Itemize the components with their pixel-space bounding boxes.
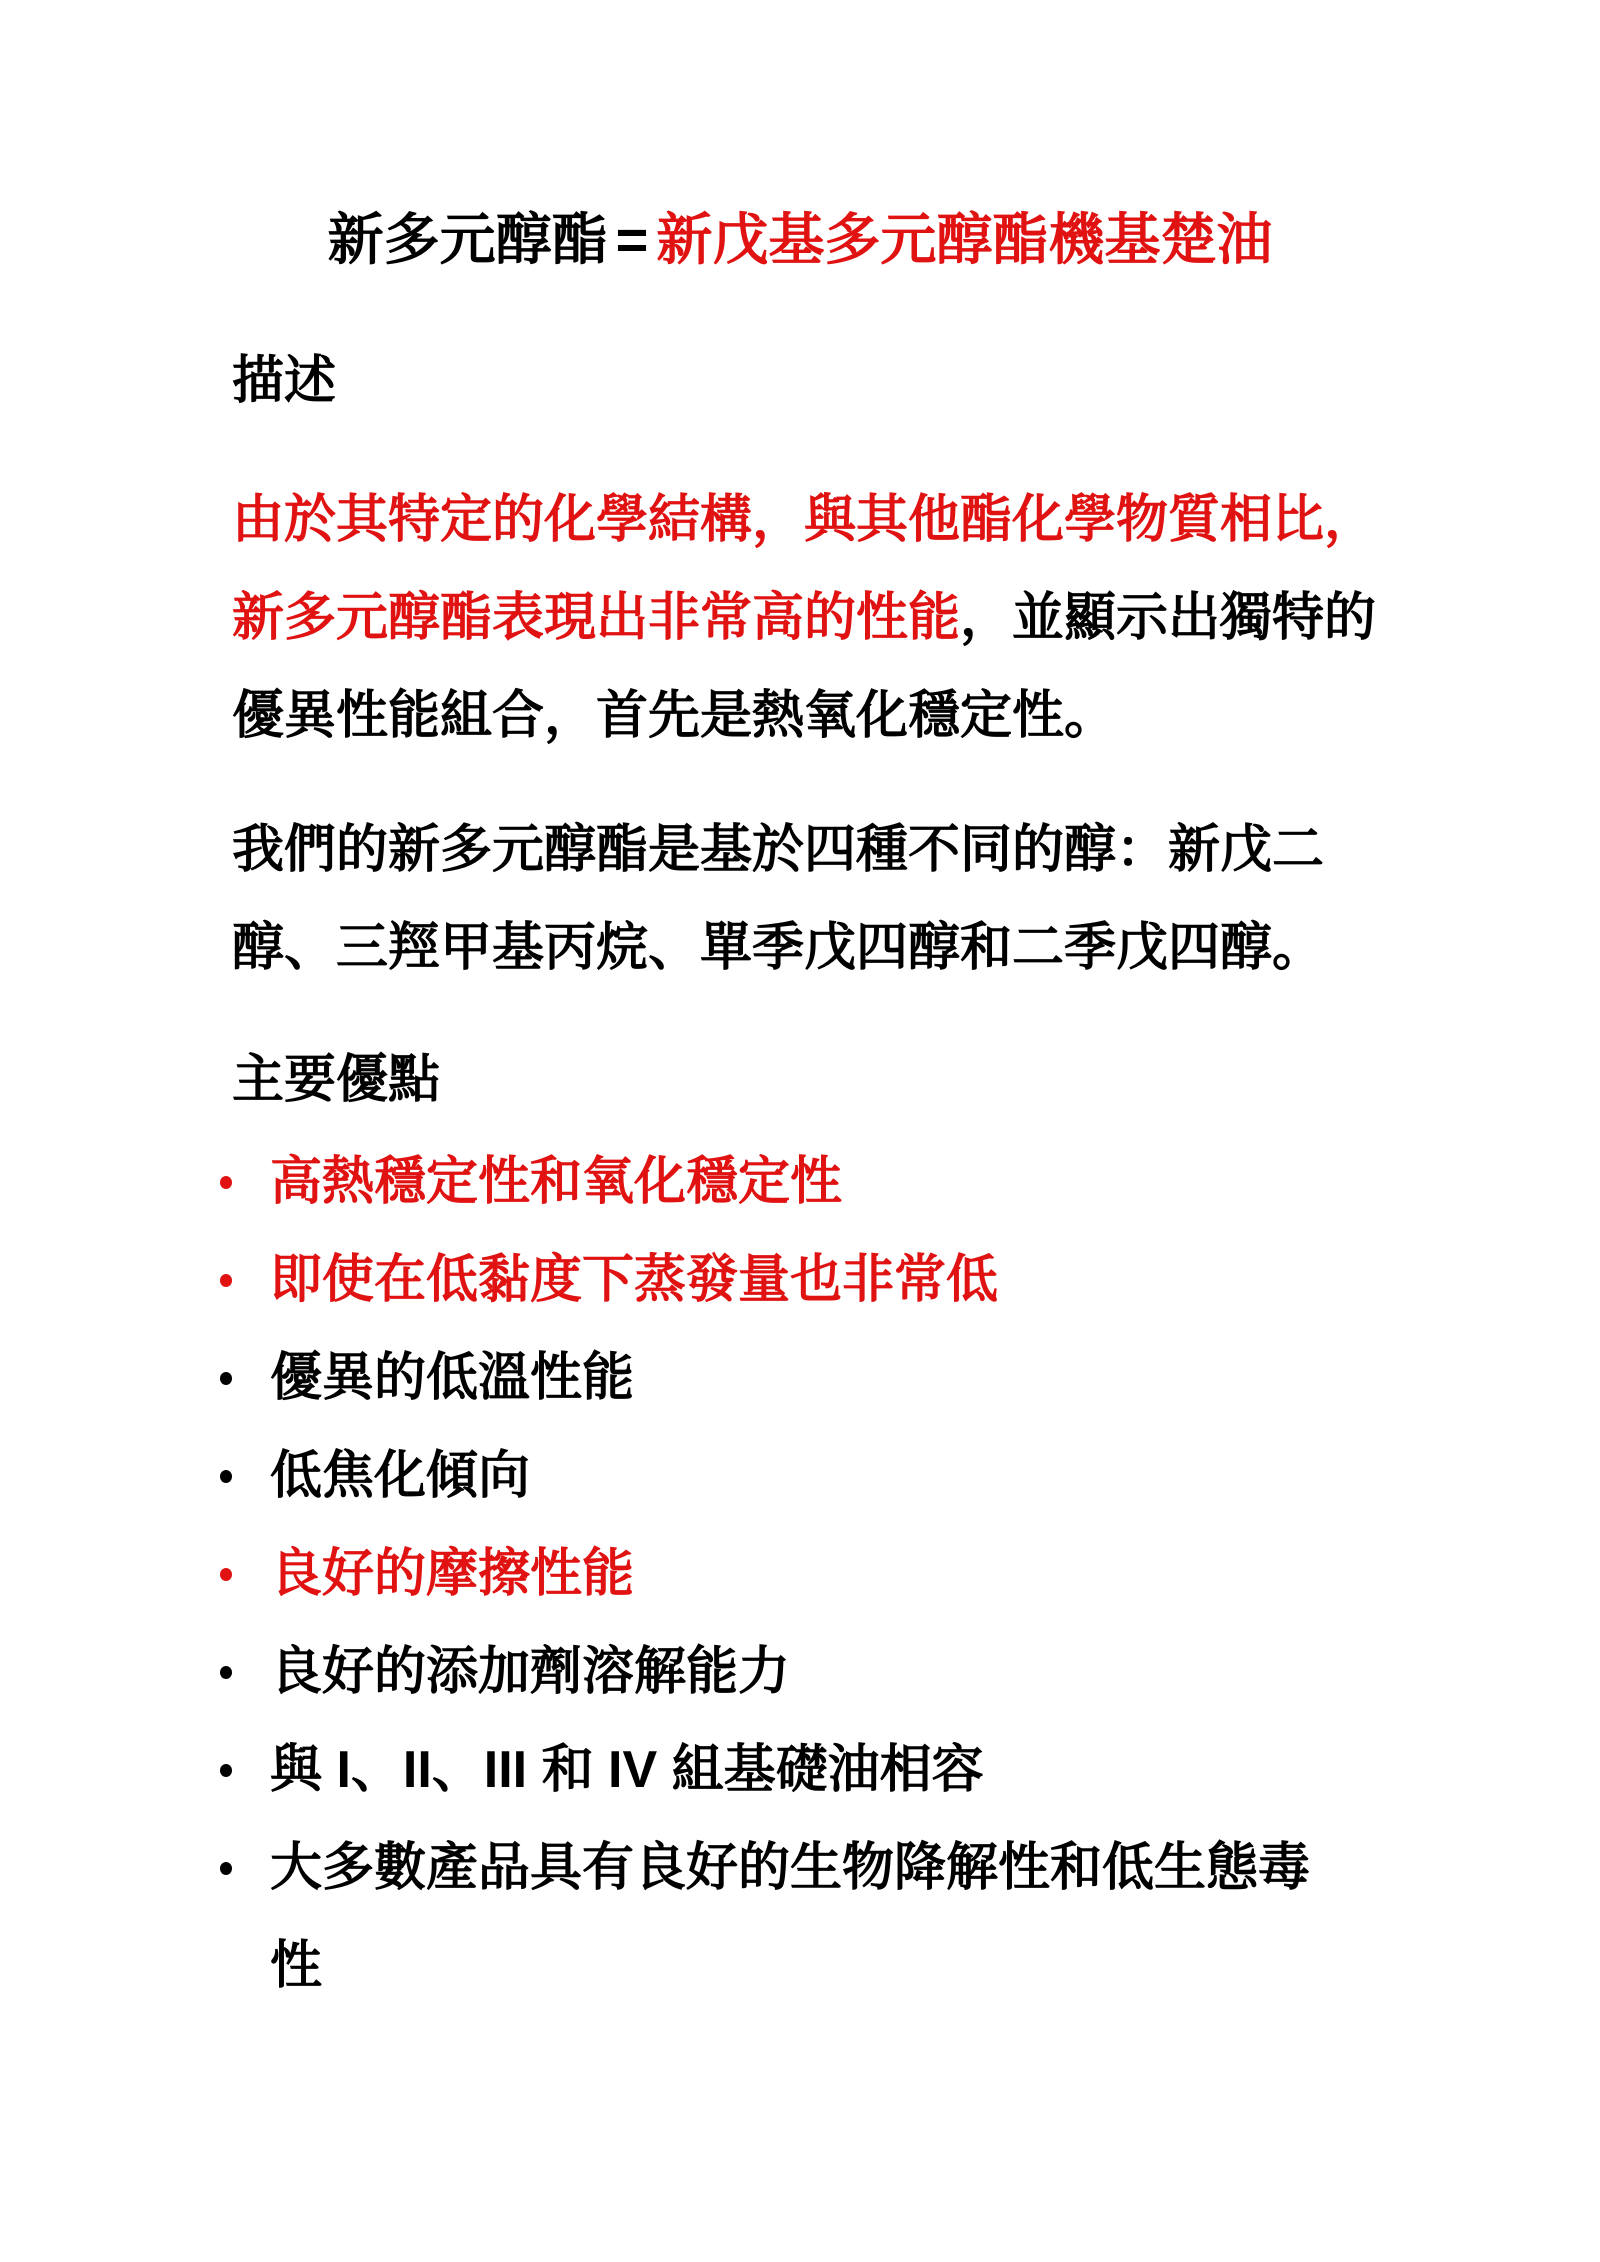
description-paragraph-2: 我們的新多元醇酯是基於四種不同的醇：新戊二醇、三羥甲基丙烷、單季戊四醇和二季戊四醇。 (232, 820, 1325, 977)
bullet-dot-icon (220, 1568, 232, 1581)
list-item (218, 1525, 1380, 1623)
bullet-dot-icon (220, 1274, 232, 1287)
list-item-text: 低焦化傾向 (270, 1447, 531, 1506)
list-item-text: 與 I、II、III 和 IV 組基礎油相容 (270, 1741, 984, 1800)
description-paragraph-1 (232, 471, 1380, 765)
bullet-dot-icon (220, 1764, 232, 1777)
paragraph1-black-text: ，並顯示出獨特的優異性能組合，首先是熱氧化穩定性。 (232, 588, 1377, 745)
list-item (218, 1329, 1380, 1427)
list-item-text: 大多數產品具有良好的生物降解性和低生態毒性 (270, 1839, 1311, 1996)
description-heading: 描述 (232, 352, 337, 411)
title-black-segment: 新多元醇酯 (327, 208, 608, 271)
list-item (218, 1427, 1380, 1525)
list-item (218, 1133, 1380, 1231)
document-body (232, 350, 1380, 2015)
list-item (218, 1819, 1380, 2015)
bullet-dot-icon (220, 1372, 232, 1385)
list-item-text: 優異的低溫性能 (270, 1349, 635, 1408)
paragraph1-red-text: 由於其特定的化學結構，與其他酯化學物質相比，新多元醇酯表現出非常高的性能 (232, 490, 1377, 647)
title-equals-sign: = (615, 208, 649, 271)
list-item (218, 1623, 1380, 1721)
list-item (218, 1721, 1380, 1819)
bullet-dot-icon (220, 1862, 232, 1875)
title-red-segment: 新戊基多元醇酯機基楚油 (656, 208, 1273, 271)
bullet-dot-icon (220, 1470, 232, 1483)
list-item-text: 良好的添加劑溶解能力 (270, 1643, 791, 1702)
advantages-heading: 主要優點 (232, 1050, 441, 1109)
advantages-list (218, 1133, 1380, 2015)
bullet-dot-icon (220, 1176, 232, 1189)
list-item (218, 1231, 1380, 1329)
bullet-dot-icon (220, 1666, 232, 1679)
list-item-text: 即使在低黏度下蒸發量也非常低 (270, 1251, 999, 1310)
list-item-text: 良好的摩擦性能 (270, 1545, 635, 1604)
list-item-text: 高熱穩定性和氧化穩定性 (270, 1153, 843, 1212)
page-title (60, 208, 1540, 272)
